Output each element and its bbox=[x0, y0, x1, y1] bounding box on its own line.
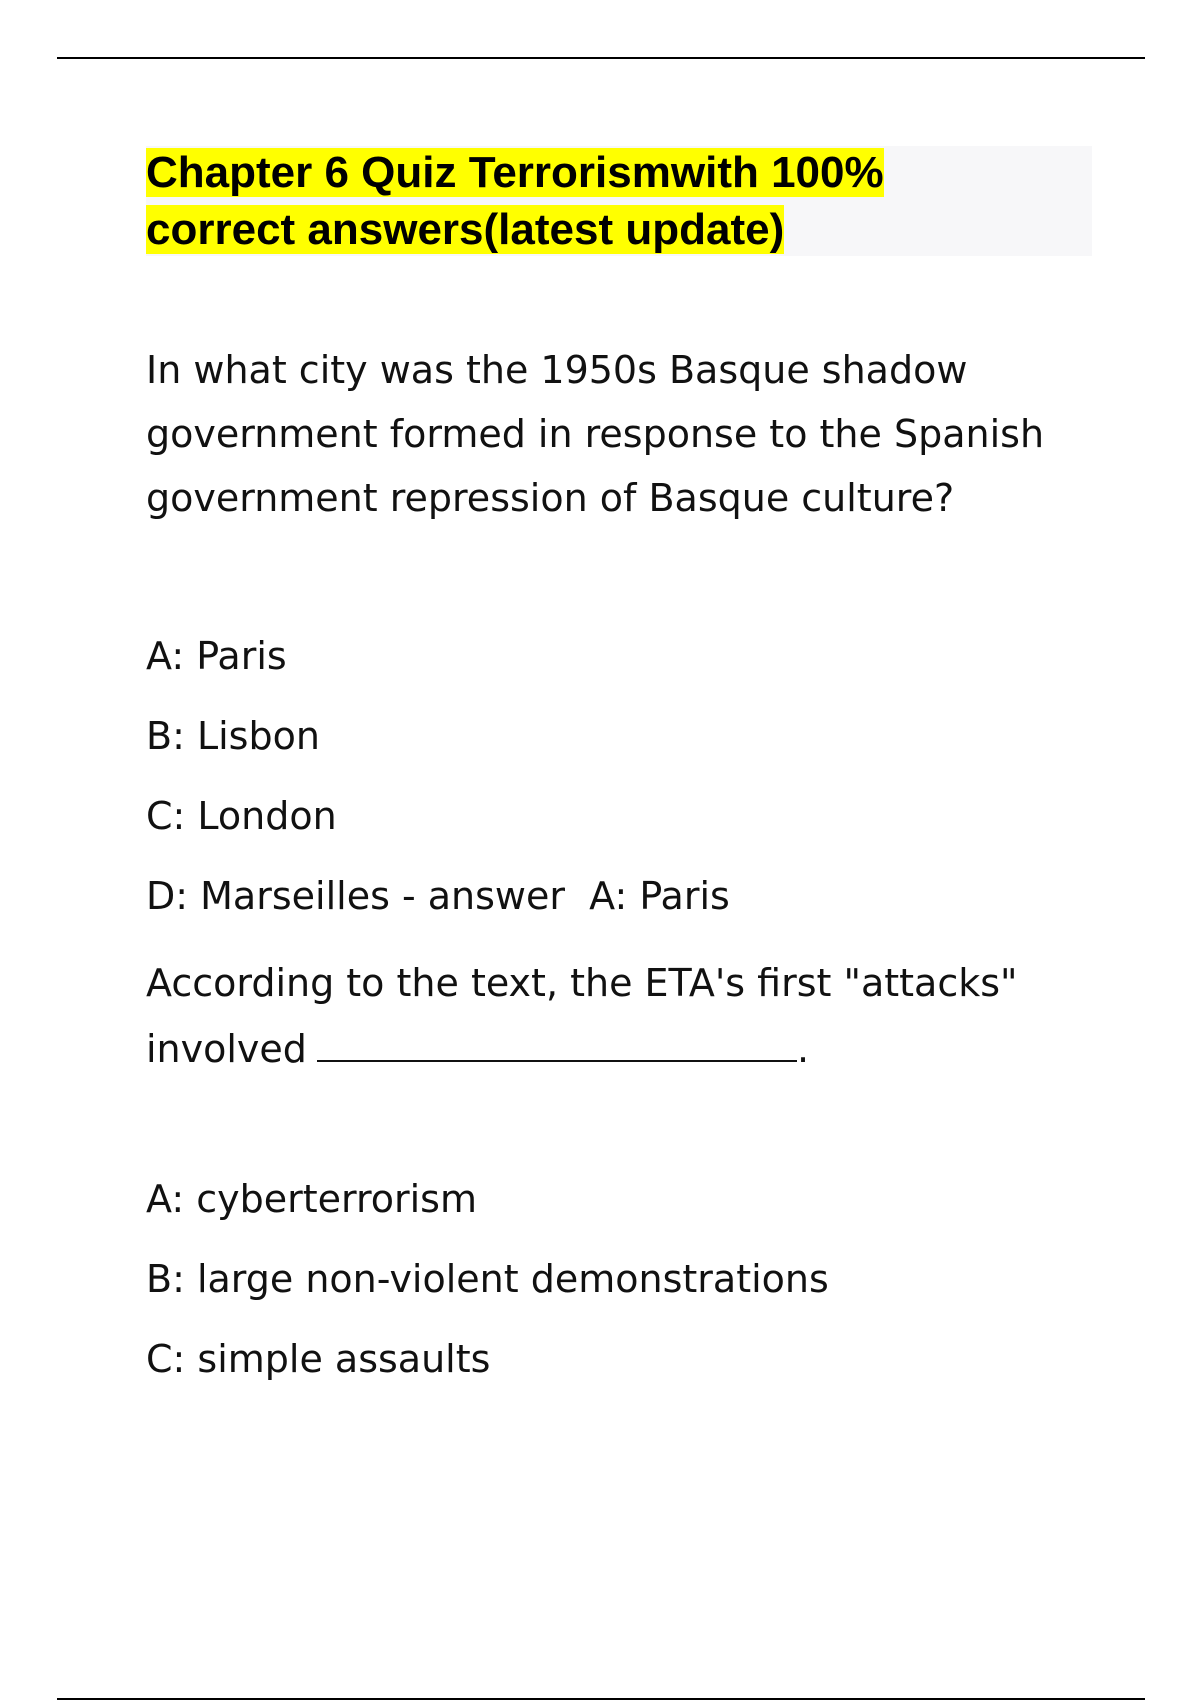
question-2-period: . bbox=[796, 1027, 810, 1071]
question-1-option-b: B: Lisbon bbox=[146, 714, 320, 758]
title-line-2: correct answers(latest update) bbox=[146, 205, 785, 254]
question-2-option-b: B: large non-violent demonstrations bbox=[146, 1257, 829, 1301]
question-2-option-a: A: cyberterrorism bbox=[146, 1177, 477, 1221]
question-1-option-d-answer: D: Marseilles - answer A: Paris bbox=[146, 874, 730, 918]
title-block bbox=[146, 146, 1092, 256]
question-2-prompt: According to the text, the ETA's first "attacks" involved bbox=[146, 961, 1018, 1071]
question-2-option-c: C: simple assaults bbox=[146, 1337, 491, 1381]
fill-in-blank bbox=[317, 1030, 797, 1062]
question-1-text: In what city was the 1950s Basque shadow government formed in response to the Spanish government repression of Basque culture? bbox=[146, 348, 1045, 520]
question-1-option-a: A: Paris bbox=[146, 634, 287, 678]
document-title bbox=[146, 144, 1092, 258]
header-rule bbox=[57, 57, 1145, 59]
question-2-text bbox=[146, 950, 1086, 1082]
title-line-1: Chapter 6 Quiz Terrorismwith 100% bbox=[146, 148, 884, 197]
question-1-option-c: C: London bbox=[146, 794, 337, 838]
